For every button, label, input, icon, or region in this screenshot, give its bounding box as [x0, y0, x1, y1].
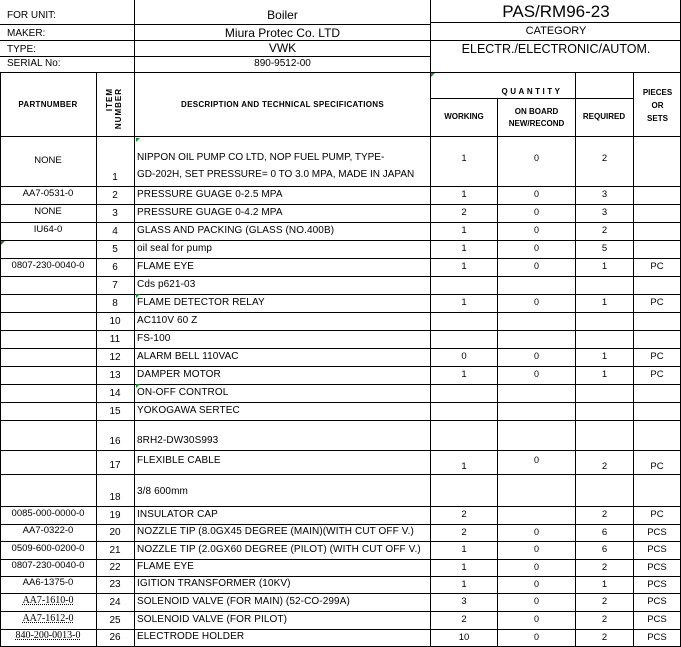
- description-cell: Cds p621-03: [137, 279, 196, 290]
- maker-value: Miura Protec Co. LTD: [224, 26, 341, 40]
- required-cell: 6: [601, 544, 608, 555]
- onboard-cell: 0: [533, 596, 539, 606]
- description-cell: GLASS AND PACKING (GLASS (NO.400B): [137, 225, 335, 236]
- pcs-cell: PC: [650, 461, 664, 472]
- required-cell: 6: [601, 527, 608, 538]
- pcs-cell: PC: [650, 351, 664, 362]
- required-cell: 1: [601, 579, 608, 590]
- pcs-cell: PCS: [647, 579, 667, 590]
- cell-comment-marker: [136, 138, 140, 142]
- description-cell: SOLENOID VALVE (FOR MAIN) (52-CO-299A): [137, 596, 350, 607]
- description-cell: oil seal for pump: [137, 243, 213, 254]
- required-cell: 2: [601, 509, 608, 520]
- part-number-cell: 840-200-0013-0: [15, 630, 81, 641]
- part-number-cell: 0085-000-0000-0: [11, 508, 85, 519]
- type-value: VWK: [268, 41, 297, 55]
- part-number-cell: NONE: [34, 155, 62, 166]
- item-number-cell: 23: [109, 579, 121, 590]
- item-number-cell: 2: [112, 190, 118, 201]
- pcs-cell: PCS: [647, 596, 667, 607]
- required-cell: 1: [601, 297, 608, 308]
- pcs-cell: PCS: [647, 632, 667, 643]
- description-cell: FLAME DETECTOR RELAY: [137, 297, 265, 308]
- item-number-cell: 11: [109, 334, 121, 345]
- col-on-board-1: ON BOARD: [514, 107, 559, 116]
- category-label: CATEGORY: [525, 25, 587, 37]
- required-cell: 3: [601, 189, 608, 200]
- onboard-cell: 0: [533, 579, 539, 589]
- description-cell: FS-100: [137, 333, 171, 344]
- maker-label: MAKER:: [7, 28, 46, 39]
- description-cell: DAMPER MOTOR: [137, 369, 221, 380]
- item-number-cell: 24: [109, 597, 121, 608]
- description-cell: ALARM BELL 110VAC: [137, 351, 239, 362]
- description-cell: ON-OFF CONTROL: [137, 387, 229, 398]
- working-cell: 1: [461, 153, 467, 163]
- required-cell: 2: [601, 596, 608, 607]
- working-cell: 2: [461, 509, 467, 520]
- item-number-cell: 15: [109, 406, 121, 417]
- onboard-cell: 0: [533, 632, 539, 642]
- cell-comment-marker: [136, 294, 140, 298]
- for-unit-value: Boiler: [267, 8, 298, 22]
- description-cell: FLAME EYE: [137, 261, 195, 272]
- description-cell: NIPPON OIL PUMP CO LTD, NOP FUEL PUMP, TYPE-: [137, 152, 385, 163]
- item-number-cell: 10: [109, 316, 121, 327]
- for-unit-label: FOR UNIT:: [7, 10, 56, 21]
- item-number-cell: 26: [109, 632, 121, 643]
- item-number-cell: 3: [112, 208, 118, 219]
- pcs-cell: PCS: [647, 544, 667, 555]
- part-number-cell: AA7-0531-0: [22, 188, 74, 199]
- onboard-cell: 0: [533, 153, 539, 163]
- required-cell: 1: [601, 369, 608, 380]
- onboard-cell: 0: [533, 614, 539, 624]
- pcs-cell: PC: [650, 369, 664, 380]
- onboard-cell: 0: [533, 351, 539, 361]
- working-cell: 1: [461, 461, 467, 472]
- required-cell: 2: [601, 225, 608, 236]
- item-number-cell: 13: [109, 370, 121, 381]
- onboard-cell: 0: [533, 544, 539, 554]
- col-pieces-1: PIECES: [642, 88, 673, 97]
- item-number-cell: 14: [109, 388, 121, 399]
- item-number-cell: 1: [112, 172, 118, 183]
- part-number-cell: AA7-1610-0: [22, 595, 74, 606]
- part-number-cell: 0807-230-0040-0: [11, 560, 85, 571]
- col-pieces-3: SETS: [647, 114, 668, 123]
- part-number-cell: 0509-600-0200-0: [11, 543, 85, 554]
- working-cell: 3: [461, 596, 467, 607]
- part-number-cell: IU64-0: [33, 224, 63, 235]
- onboard-cell: 0: [533, 189, 539, 199]
- serial-value: 890-9512-00: [254, 58, 311, 69]
- item-number-cell: 12: [109, 352, 121, 363]
- description-cell: NOZZLE TIP (2.0GX60 DEGREE (PILOT) (WITH CUT OFF V.): [137, 544, 421, 555]
- item-number-cell: 16: [109, 436, 121, 447]
- working-cell: 1: [461, 189, 467, 200]
- type-label: TYPE:: [7, 44, 36, 55]
- col-description: DESCRIPTION AND TECHNICAL SPECIFICATIONS: [181, 100, 384, 109]
- working-cell: 1: [461, 544, 467, 555]
- item-number-cell: 18: [109, 492, 121, 503]
- pcs-cell: PC: [650, 297, 664, 308]
- working-cell: 1: [461, 297, 467, 308]
- item-number-cell: 8: [112, 298, 118, 309]
- cell-comment-marker: [1, 241, 5, 245]
- required-cell: 1: [601, 261, 608, 272]
- description-cell: AC110V 60 Z: [137, 315, 198, 326]
- item-number-cell: 25: [109, 615, 121, 626]
- col-quantity: QUANTITY: [501, 87, 563, 96]
- working-cell: 0: [461, 351, 467, 362]
- description-cell-line2: GD-202H, SET PRESSURE= 0 TO 3.0 MPA, MADE IN JAPAN: [137, 169, 415, 180]
- pcs-cell: PC: [650, 509, 664, 520]
- pcs-cell: PCS: [647, 527, 667, 538]
- item-number-cell: 22: [109, 562, 121, 573]
- item-number-cell: 7: [112, 280, 118, 291]
- working-cell: 1: [461, 261, 467, 272]
- onboard-cell: 0: [533, 207, 539, 217]
- item-number-cell: 17: [109, 460, 121, 471]
- description-cell: SOLENOID VALVE (FOR PILOT): [137, 614, 288, 625]
- pcs-cell: PC: [650, 261, 664, 272]
- working-cell: 1: [461, 243, 467, 254]
- required-cell: 2: [601, 614, 608, 625]
- pcs-cell: PCS: [647, 562, 667, 573]
- working-cell: 1: [461, 579, 467, 590]
- serial-label: SERIAL No:: [7, 58, 61, 69]
- col-on-board-2: NEW/RECOND: [508, 119, 565, 128]
- part-number-cell: AA7-1612-0: [22, 613, 74, 624]
- required-cell: 2: [601, 632, 608, 643]
- category-value: ELECTR./ELECTRONIC/AUTOM.: [461, 42, 651, 56]
- pcs-cell: PCS: [647, 614, 667, 625]
- onboard-cell: 0: [533, 455, 539, 465]
- col-required: REQUIRED: [582, 112, 626, 121]
- part-number-cell: 0807-230-0040-0: [11, 260, 85, 271]
- required-cell: 2: [601, 562, 608, 573]
- description-cell: NOZZLE TIP (8.0GX45 DEGREE (MAIN)(WITH CUT OFF V.): [137, 526, 414, 537]
- part-number-cell: NONE: [34, 206, 62, 217]
- description-cell: FLAME EYE: [137, 561, 195, 572]
- onboard-cell: 0: [533, 225, 539, 235]
- description-cell: 3/8 600mm: [137, 486, 188, 497]
- description-cell: IGITION TRANSFORMER (10KV): [137, 578, 291, 589]
- onboard-cell: 0: [533, 527, 539, 537]
- item-number-cell: 4: [112, 226, 118, 237]
- required-cell: 5: [601, 243, 608, 254]
- required-cell: 3: [601, 207, 608, 218]
- onboard-cell: 0: [533, 369, 539, 379]
- working-cell: 1: [461, 562, 467, 573]
- col-part-number: PARTNUMBER: [18, 100, 78, 109]
- description-cell: YOKOGAWA SERTEC: [137, 405, 240, 416]
- working-cell: 10: [458, 632, 470, 643]
- part-number-cell: AA7-0322-0: [22, 525, 74, 536]
- working-cell: 2: [461, 207, 467, 218]
- item-number-cell: 20: [109, 527, 121, 538]
- col-working: WORKING: [444, 112, 484, 121]
- required-cell: 2: [601, 461, 608, 472]
- item-number-cell: 19: [109, 510, 121, 521]
- part-number-cell: AA6-1375-0: [22, 577, 74, 588]
- working-cell: 2: [461, 614, 467, 625]
- description-cell: 8RH2-DW30S993: [137, 435, 219, 446]
- description-cell: ELECTRODE HOLDER: [137, 631, 245, 642]
- onboard-cell: 0: [533, 297, 539, 307]
- item-number-cell: 6: [112, 262, 118, 273]
- working-cell: 1: [461, 369, 467, 380]
- working-cell: 2: [461, 527, 467, 538]
- description-cell: PRESSURE GUAGE 0-4.2 MPA: [137, 207, 283, 218]
- onboard-cell: 0: [533, 562, 539, 572]
- col-pieces-2: OR: [651, 101, 664, 110]
- required-cell: 1: [601, 351, 608, 362]
- cell-comment-marker: [136, 384, 140, 388]
- onboard-cell: 0: [533, 261, 539, 271]
- doc-code: PAS/RM96-23: [502, 2, 610, 21]
- description-cell: INSULATOR CAP: [137, 509, 218, 520]
- item-number-cell: 21: [109, 545, 121, 556]
- description-cell: FLEXIBLE CABLE: [137, 455, 221, 466]
- description-cell: PRESSURE GUAGE 0-2.5 MPA: [137, 189, 283, 200]
- onboard-cell: 0: [533, 243, 539, 253]
- col-item-number-2: NUMBER: [114, 88, 123, 130]
- required-cell: 2: [601, 153, 608, 164]
- item-number-cell: 5: [112, 244, 118, 255]
- col-item-number-1: ITEM: [105, 88, 114, 112]
- working-cell: 1: [461, 225, 467, 236]
